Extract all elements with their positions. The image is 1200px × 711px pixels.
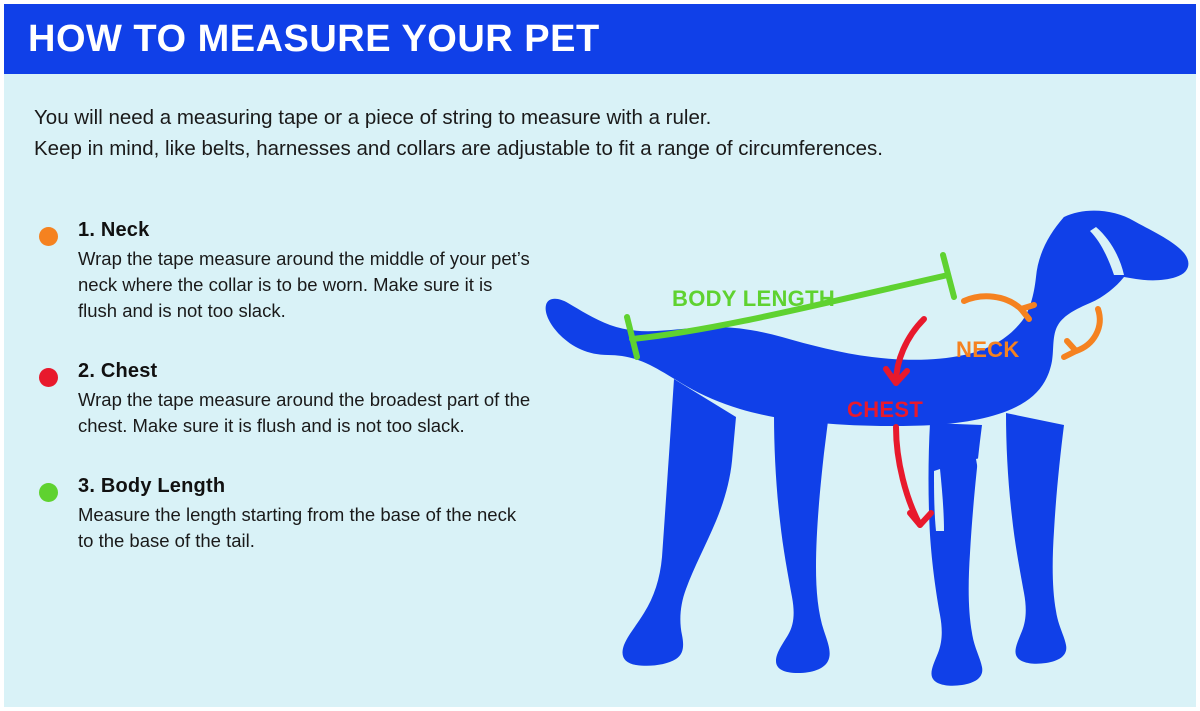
steps-list (34, 219, 534, 590)
bullet-chest-icon (39, 368, 58, 387)
header-bar (4, 4, 1196, 74)
bullet-body-length-icon (39, 483, 58, 502)
step-neck (34, 219, 534, 324)
step-neck-body: Wrap the tape measure around the middle of your pet’s neck where the collar is to be worn. Make sure it is flush and is not too slack. (78, 248, 530, 321)
intro-line-2: Keep in mind, like belts, harnesses and collars are adjustable to fit a range of circumferences. (34, 137, 883, 160)
bullet-neck-icon (39, 227, 58, 246)
page-title: HOW TO MEASURE YOUR PET (28, 18, 600, 60)
dog-illustration-svg (524, 169, 1194, 699)
step-body-length-title: 3. Body Length (78, 475, 226, 497)
step-chest (34, 360, 534, 439)
step-chest-title: 2. Chest (78, 360, 158, 382)
label-body-length: BODY LENGTH (672, 286, 836, 311)
step-chest-body: Wrap the tape measure around the broadest part of the chest. Make sure it is flush and is not too slack. (78, 389, 531, 436)
intro-line-1: You will need a measuring tape or a piece of string to measure with a ruler. (34, 106, 712, 129)
intro-text (34, 102, 1084, 164)
label-neck: NECK (956, 337, 1020, 362)
dog-silhouette-icon (546, 211, 1189, 686)
step-body-length (34, 475, 534, 554)
step-neck-title: 1. Neck (78, 219, 150, 241)
step-body-length-body: Measure the length starting from the base of the neck to the base of the tail. (78, 504, 517, 551)
dog-diagram (524, 169, 1194, 699)
label-chest: CHEST (847, 397, 924, 422)
